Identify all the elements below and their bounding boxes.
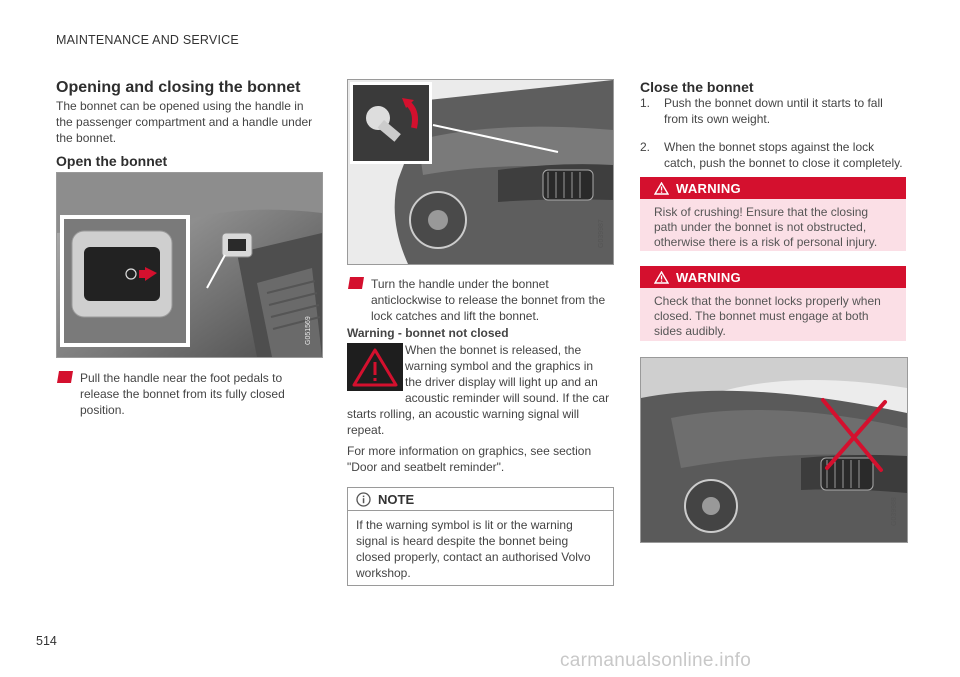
watermark: carmanualsonline.info — [560, 650, 752, 671]
warning-1-label: WARNING — [676, 180, 741, 196]
warning-box-2 — [640, 266, 906, 341]
close-bonnet-heading: Close the bonnet — [640, 79, 754, 95]
warning-not-closed-paragraph: When the bonnet is released, the warning symbol and the graphics in the driver display will light up and an acoustic reminder will sound. If the car starts rolling, an acoustic warning signal will repeat. — [347, 343, 610, 437]
page-number: 514 — [36, 634, 57, 648]
step-2 — [347, 276, 612, 324]
section-header: MAINTENANCE AND SERVICE — [56, 33, 239, 47]
page-title: Opening and closing the bonnet — [56, 79, 301, 96]
step-1 — [56, 370, 321, 418]
info-icon — [356, 492, 371, 507]
figure-bonnet-handle — [347, 79, 614, 265]
warning-2-label: WARNING — [676, 269, 741, 285]
step-2-text: Turn the handle under the bonnet anticlockwise to release the bonnet from the lock catches and lift the bonnet. — [371, 277, 606, 323]
figure-id: G051569 — [305, 316, 312, 345]
more-info-text: For more information on graphics, see section "Door and seatbelt reminder". — [347, 444, 592, 474]
warning-box-1 — [640, 177, 906, 251]
warning-1-text: Risk of crushing! Ensure that the closing path under the bonnet is not obstructed, otherwise there is a risk of personal injury. — [654, 205, 878, 249]
note-text: If the warning symbol is lit or the warning signal is heard despite the bonnet being closed properly, contact an authorised Volvo workshop. — [356, 518, 591, 580]
close-step-2: 2. When the bonnet stops against the lock catch, push the bonnet to close it completely. — [640, 140, 903, 170]
warning-icon — [654, 182, 669, 195]
warning-2-text: Check that the bonnet locks properly when closed. The bonnet must engage at both sides audibly. — [654, 294, 881, 338]
step-2-badge-icon — [347, 276, 365, 290]
figure-bonnet-close — [640, 357, 908, 543]
close-steps-list — [640, 95, 906, 183]
close-step-1: 1. Push the bonnet down until it starts to fall from its own weight. — [640, 96, 883, 126]
warning-icon — [654, 271, 669, 284]
note-label: NOTE — [378, 491, 415, 507]
interior-handle-illustration — [57, 173, 322, 357]
bonnet-handle-illustration — [348, 80, 613, 264]
figure-interior-handle — [56, 172, 323, 358]
bonnet-close-illustration — [641, 358, 907, 542]
warning-not-closed-heading: Warning - bonnet not closed — [347, 326, 509, 340]
open-bonnet-heading: Open the bonnet — [56, 153, 168, 169]
step-1-text: Pull the handle near the foot pedals to release the bonnet from its fully closed position. — [80, 371, 285, 417]
note-box — [347, 487, 614, 586]
figure-id: G039988 — [891, 497, 898, 526]
step-1-badge-icon — [56, 370, 74, 384]
figure-id: G039987 — [598, 219, 605, 248]
warning-not-closed-text — [347, 342, 612, 438]
intro-paragraph: The bonnet can be opened using the handle in the passenger compartment and a handle under the bonnet. — [56, 99, 313, 145]
